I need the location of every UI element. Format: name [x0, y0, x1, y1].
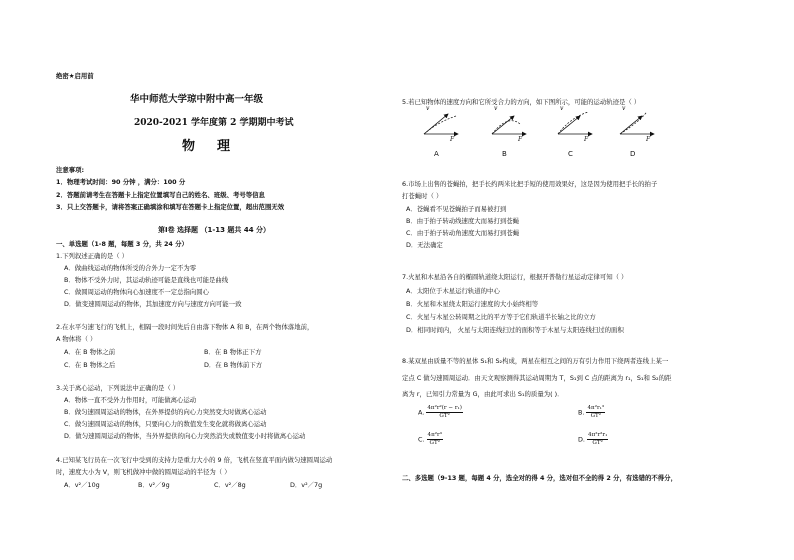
force-label: F: [450, 136, 455, 143]
q4-option: B．v²／9g: [138, 481, 170, 489]
q8-option-d: [578, 432, 608, 447]
option-label: A.: [418, 408, 425, 417]
part1-title: 一、单选题（1-8 题，每题 3 分，共 24 分）: [56, 240, 188, 248]
q7-option: C．火星与木星公转周期之比的平方等于它们轨道半长轴之比的立方: [406, 313, 596, 321]
denominator: GT²: [590, 413, 602, 419]
q5-diagram-d: [620, 112, 654, 134]
q6-option: C．由于拍子转动角速度大而易打到苍蝇: [406, 229, 520, 237]
option-label: C.: [418, 435, 425, 444]
q8-option-a: [418, 405, 463, 420]
note-item: 1．物理考试时间：90 分钟 ，满分：100 分: [56, 178, 186, 186]
force-label: F: [584, 136, 589, 143]
denominator: GT²: [439, 413, 450, 419]
q1-option: C．做圆周运动的物体向心加速度不一定总指向圆心: [64, 288, 210, 296]
subject-title: 物理: [182, 139, 253, 154]
fraction: [586, 405, 605, 420]
q2-option: B．在 B 物体正下方: [204, 348, 262, 356]
q2-stem: A 物体将（ ）: [56, 335, 97, 343]
secret-label: 绝密★启用前: [56, 72, 94, 80]
q6-stem: 6.市场上出售的苍蝇拍，把手长约两米比把手短的使用效果好，这是因为使用把手长的拍子: [402, 180, 658, 188]
q8-option-c: [418, 432, 443, 447]
q7-option: B．火星和木星绕太阳运行速度的大小始终相等: [406, 300, 539, 308]
velocity-label: v: [560, 105, 564, 112]
option-label: B.: [578, 408, 585, 417]
section1-title: 第Ⅰ卷 选择题 （1-13 题共 44 分）: [158, 226, 271, 234]
denominator: GT²: [592, 440, 603, 446]
q7-option: A．太阳位于木星运行轨道的中心: [406, 287, 500, 295]
q2-option: C．在 B 物体之后: [64, 361, 116, 369]
denominator: GT²: [429, 440, 440, 446]
q5-diagram-b: [492, 116, 526, 134]
numerator: 4π²r₁³: [587, 405, 605, 411]
velocity-label: v: [426, 105, 430, 112]
fraction: [426, 405, 463, 420]
q8-option-b: [578, 405, 605, 420]
q4-stem: 时，速度大小为 V，则飞机做冲中做的圆周运动的半径为（ ）: [56, 468, 231, 476]
q7-stem: 7.火星和木星沿各自的椭圆轨道绕太阳运行，根据开普勒行星运动定律可知（ ）: [402, 273, 628, 281]
notes-title: 注意事项:: [56, 166, 85, 174]
q1-option: B．物体不受外力时，其运动轨迹可能是直线也可能是曲线: [64, 276, 229, 284]
q6-option: D．无法确定: [406, 241, 443, 249]
q8-stem: 8.某双星由质量不等的星体 S₁和 S₂构成，两星在相互之间的万有引力作用下绕两者连线上某一: [402, 357, 669, 365]
q5-stem: 5.若已知物体的速度方向和它所受合力的方向，如下图所示，可能的运动轨迹是（ ）: [402, 98, 641, 106]
velocity-label: v: [494, 105, 498, 112]
q6-option: B．由于拍子转动线速度大而易打到苍蝇: [406, 217, 520, 225]
q3-option: A．物体一直不受外力作用时，可能做离心运动: [64, 396, 197, 404]
q4-option: D．v²／7g: [290, 481, 323, 489]
numerator: 4π²r³: [427, 432, 442, 438]
numerator: 4π²r²(r − r₁): [427, 405, 462, 411]
q2-option: A．在 B 物体之前: [64, 348, 116, 356]
figure-label-d: D: [630, 150, 636, 158]
fraction: [587, 432, 608, 447]
exam-title: 2020-2021 学年度第 2 学期期中考试: [134, 118, 294, 128]
q1-option: D．做变速圆周运动的物体，其加速度方向与速度方向可能一致: [64, 300, 242, 308]
q2-stem: 2.在水平匀速飞行的飞机上，相隔一段时间先后自由落下物体 A 和 B，在两个物体落地前，: [56, 323, 314, 331]
force-label: F: [646, 136, 651, 143]
q6-option: A．苍蝇看不见苍蝇拍子而易被打到: [406, 205, 507, 213]
note-item: 3．只上交答题卡，请将答案正确填涂和填写在答题卡上指定位置，超出范围无效: [56, 203, 285, 211]
q4-option: A．v²／10g: [64, 481, 100, 489]
q1-option: A．做曲线运动的物体所受的合外力一定不为零: [64, 264, 197, 272]
q3-option: B．做匀速圆周运动的物体，在外界提供的向心力突然变大时做离心运动: [64, 408, 267, 416]
velocity-arrow: [492, 116, 514, 134]
q5-diagram-a: [424, 114, 458, 134]
q8-stem: 离为 r，已知引力常量为 G，由此可求出 S₁的质量为( )．: [402, 390, 564, 398]
q8-stem: 定点 C 做匀速圆周运动．由天文观察测得其运动周期为 T，S₁到 C 点的距离为 r₁，S₁和 S₂的距: [402, 374, 672, 382]
trajectory-curve: [424, 116, 456, 134]
school-title: 华中师范大学琼中附中高一年级: [130, 94, 264, 105]
velocity-label: v: [622, 105, 626, 112]
q6-stem: 打苍蝇时（ ）: [402, 192, 443, 200]
force-label: F: [518, 136, 523, 143]
q3-stem: 3.关于离心运动，下列说法中正确的是（ ）: [56, 384, 180, 392]
q2-option: D．在 B 物体前下方: [204, 361, 263, 369]
q4-option: C．v²／8g: [214, 481, 246, 489]
numerator: 4π²r²r₁: [588, 432, 608, 438]
figure-label-a: A: [434, 150, 439, 158]
velocity-arrow: [620, 116, 642, 134]
velocity-arrow: [558, 116, 580, 134]
q3-option: D．做匀速圆周运动的物体，当外界提供的向心力突然消失或数值变小时将做离心运动: [64, 432, 306, 440]
figure-label-c: C: [568, 150, 573, 158]
q1-stem: 1.下列叙述正确的是（ ）: [56, 252, 129, 260]
fraction: [427, 432, 443, 447]
q4-stem: 4.已知某飞行员在一次飞行中受到的支持力是重力大小的 9 倍，飞机在竖直平面内做匀速圆周运动: [56, 456, 333, 464]
note-item: 2．答题前请考生在答题卡上指定位置填写自己的姓名、班级、考号等信息: [56, 191, 265, 199]
part2-title: 二、多选题（9-13 题，每题 4 分，选全对的得 4 分，选对但不全的得 2 分，有选错的不得分，: [402, 474, 677, 482]
q5-diagram-c: [558, 112, 592, 134]
figure-label-b: B: [502, 150, 507, 158]
q7-option: D．相同时间内， 火星与太阳连线扫过的面积等于木星与太阳连线扫过的面积: [406, 326, 624, 334]
option-label: D.: [578, 435, 585, 444]
q3-option: C．做匀速圆周运动的物体，只要向心力的数值发生变化就将做离心运动: [64, 420, 267, 428]
